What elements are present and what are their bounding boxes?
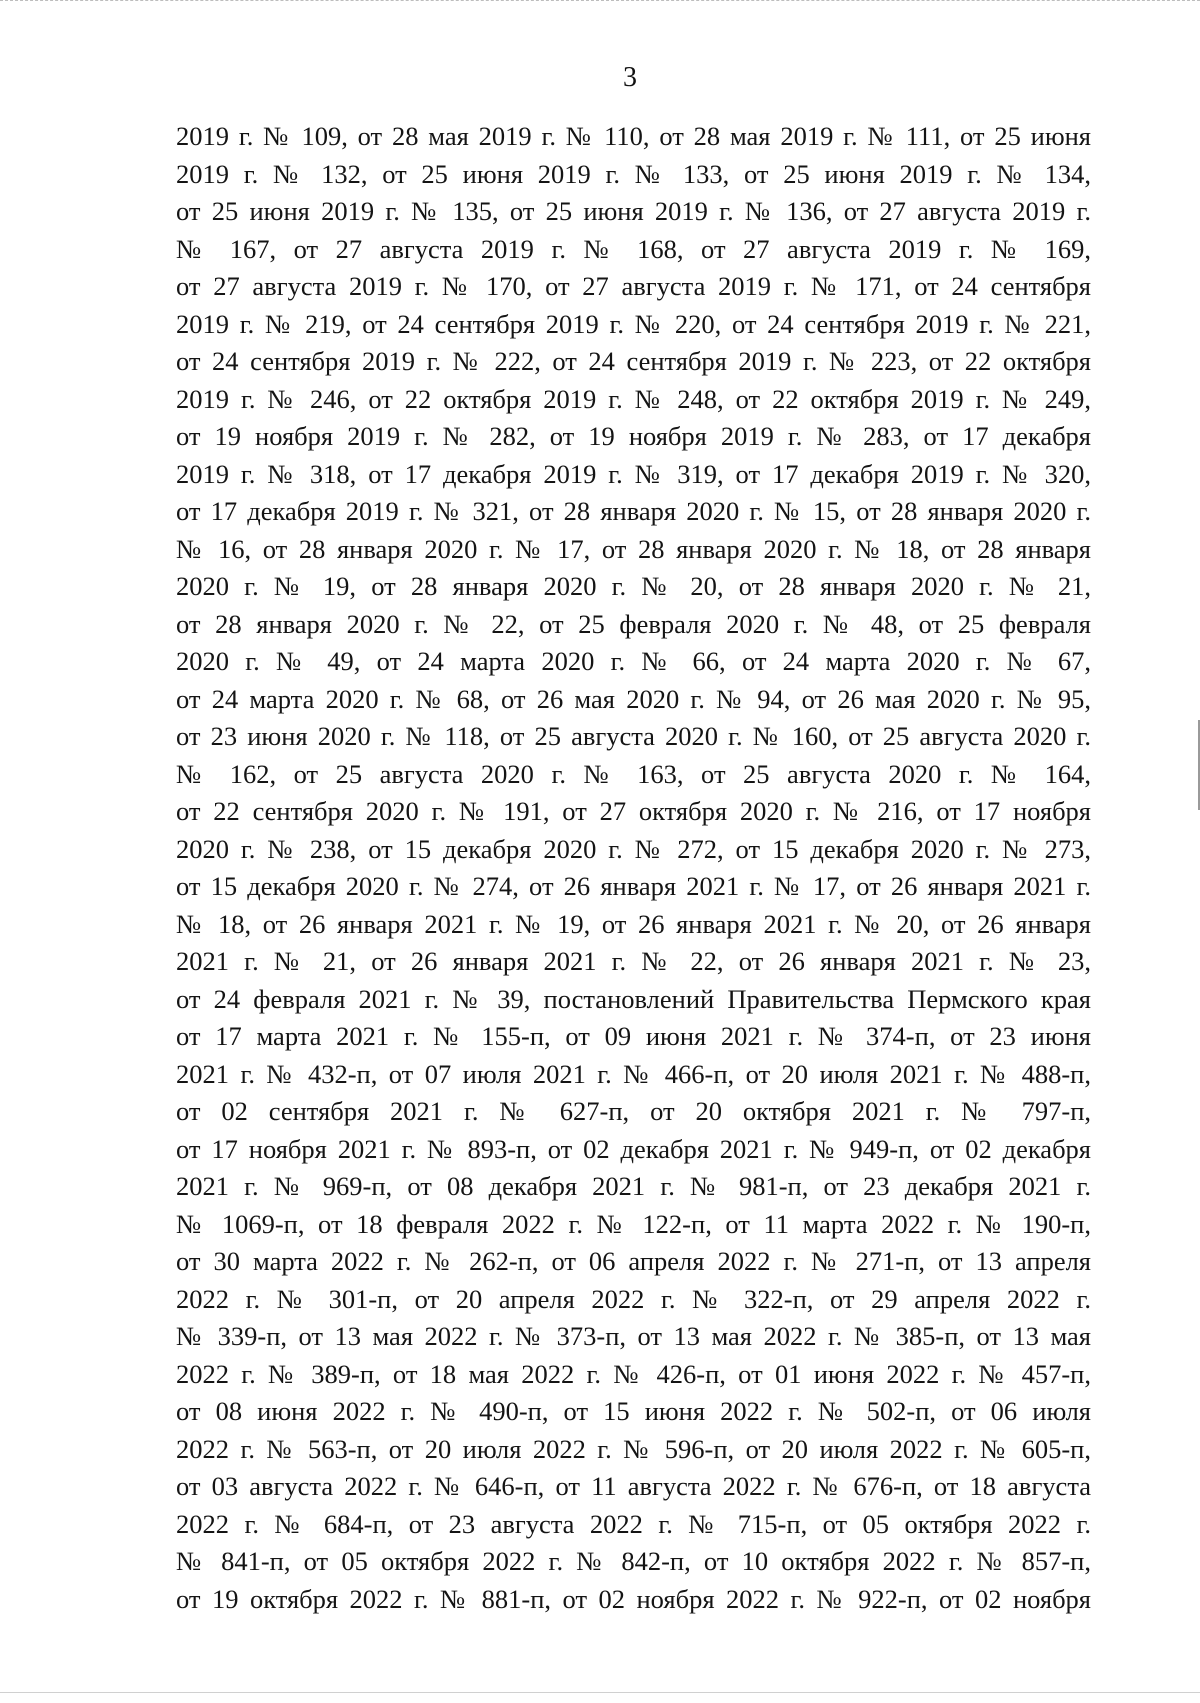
text-line-30: № 1069-п, от 18 февраля 2022 г. № 122-п, от 11 марта 2022 г. № 190-п,: [176, 1208, 1091, 1239]
text-line-31: от 30 марта 2022 г. № 262-п, от 06 апреля 2022 г. № 271-п, от 13 апреля: [176, 1246, 1091, 1276]
text-line-9: от 19 ноября 2019 г. № 282, от 19 ноября 2019 г. № 283, от 17 декабря: [176, 421, 1091, 451]
text-line-11: от 17 декабря 2019 г. № 321, от 28 января 2020 г. № 15, от 28 января 2020 г.: [176, 496, 1091, 526]
page-number: 3: [623, 62, 637, 93]
text-line-4: № 167, от 27 августа 2019 г. № 168, от 27 августа 2019 г. № 169,: [176, 233, 1091, 264]
text-line-20: 2020 г. № 238, от 15 декабря 2020 г. № 272, от 15 декабря 2020 г. № 273,: [176, 833, 1091, 864]
text-line-17: от 23 июня 2020 г. № 118, от 25 августа 2020 г. № 160, от 25 августа 2020 г.: [176, 721, 1091, 751]
text-line-35: от 08 июня 2022 г. № 490-п, от 15 июня 2022 г. № 502-п, от 06 июля: [176, 1396, 1091, 1426]
text-line-23: 2021 г. № 21, от 26 января 2021 г. № 22, от 26 января 2021 г. № 23,: [176, 946, 1091, 976]
text-line-26: 2021 г. № 432-п, от 07 июля 2021 г. № 466-п, от 20 июля 2021 г. № 488-п,: [176, 1058, 1091, 1089]
text-line-3: от 25 июня 2019 г. № 135, от 25 июня 2019 г. № 136, от 27 августа 2019 г.: [176, 196, 1091, 226]
scan-bottom-edge: [0, 1690, 1200, 1693]
text-line-34: 2022 г. № 389-п, от 18 мая 2022 г. № 426-п, от 01 июня 2022 г. № 457-п,: [176, 1358, 1091, 1389]
text-line-36: 2022 г. № 563-п, от 20 июля 2022 г. № 596-п, от 20 июля 2022 г. № 605-п,: [176, 1433, 1091, 1464]
text-line-7: от 24 сентября 2019 г. № 222, от 24 сентября 2019 г. № 223, от 22 октября: [176, 346, 1091, 376]
text-line-5: от 27 августа 2019 г. № 170, от 27 августа 2019 г. № 171, от 24 сентября: [176, 271, 1091, 301]
text-line-16: от 24 марта 2020 г. № 68, от 26 мая 2020 г. № 94, от 26 мая 2020 г. № 95,: [176, 683, 1091, 714]
text-line-19: от 22 сентября 2020 г. № 191, от 27 октября 2020 г. № 216, от 17 ноября: [176, 796, 1091, 826]
text-line-1: 2019 г. № 109, от 28 мая 2019 г. № 110, от 28 мая 2019 г. № 111, от 25 июня: [176, 121, 1091, 151]
text-line-8: 2019 г. № 246, от 22 октября 2019 г. № 248, от 22 октября 2019 г. № 249,: [176, 383, 1091, 414]
text-line-37: от 03 августа 2022 г. № 646-п, от 11 августа 2022 г. № 676-п, от 18 августа: [176, 1471, 1091, 1501]
text-line-18: № 162, от 25 августа 2020 г. № 163, от 25 августа 2020 г. № 164,: [176, 758, 1091, 789]
scan-top-edge: [0, 0, 1200, 4]
text-line-10: 2019 г. № 318, от 17 декабря 2019 г. № 319, от 17 декабря 2019 г. № 320,: [176, 458, 1091, 489]
text-line-40: от 19 октября 2022 г. № 881-п, от 02 ноября 2022 г. № 922-п, от 02 ноября: [176, 1583, 1091, 1614]
text-line-15: 2020 г. № 49, от 24 марта 2020 г. № 66, от 24 марта 2020 г. № 67,: [176, 646, 1091, 676]
text-line-12: № 16, от 28 января 2020 г. № 17, от 28 января 2020 г. № 18, от 28 января: [176, 533, 1091, 564]
text-line-2: 2019 г. № 132, от 25 июня 2019 г. № 133, от 25 июня 2019 г. № 134,: [176, 158, 1091, 189]
text-line-21: от 15 декабря 2020 г. № 274, от 26 января 2021 г. № 17, от 26 января 2021 г.: [176, 871, 1091, 901]
text-line-28: от 17 ноября 2021 г. № 893-п, от 02 декабря 2021 г. № 949-п, от 02 декабря: [176, 1133, 1091, 1164]
text-line-33: № 339-п, от 13 мая 2022 г. № 373-п, от 13 мая 2022 г. № 385-п, от 13 мая: [176, 1321, 1091, 1351]
text-line-24: от 24 февраля 2021 г. № 39, постановлений Правительства Пермского края: [176, 983, 1091, 1014]
text-line-27: от 02 сентября 2021 г. № 627-п, от 20 октября 2021 г. № 797-п,: [176, 1096, 1091, 1126]
text-line-39: № 841-п, от 05 октября 2022 г. № 842-п, от 10 октября 2022 г. № 857-п,: [176, 1546, 1091, 1576]
text-line-32: 2022 г. № 301-п, от 20 апреля 2022 г. № 322-п, от 29 апреля 2022 г.: [176, 1283, 1091, 1314]
text-line-38: 2022 г. № 684-п, от 23 августа 2022 г. № 715-п, от 05 октября 2022 г.: [176, 1508, 1091, 1539]
text-line-25: от 17 марта 2021 г. № 155-п, от 09 июня 2021 г. № 374-п, от 23 июня: [176, 1021, 1091, 1051]
text-line-14: от 28 января 2020 г. № 22, от 25 февраля 2020 г. № 48, от 25 февраля: [176, 608, 1091, 639]
document-body: [176, 118, 1091, 1618]
text-line-13: 2020 г. № 19, от 28 января 2020 г. № 20, от 28 января 2020 г. № 21,: [176, 571, 1091, 601]
text-line-22: № 18, от 26 января 2021 г. № 19, от 26 января 2021 г. № 20, от 26 января: [176, 908, 1091, 939]
text-line-6: 2019 г. № 219, от 24 сентября 2019 г. № 220, от 24 сентября 2019 г. № 221,: [176, 308, 1091, 339]
text-line-29: 2021 г. № 969-п, от 08 декабря 2021 г. № 981-п, от 23 декабря 2021 г.: [176, 1171, 1091, 1201]
